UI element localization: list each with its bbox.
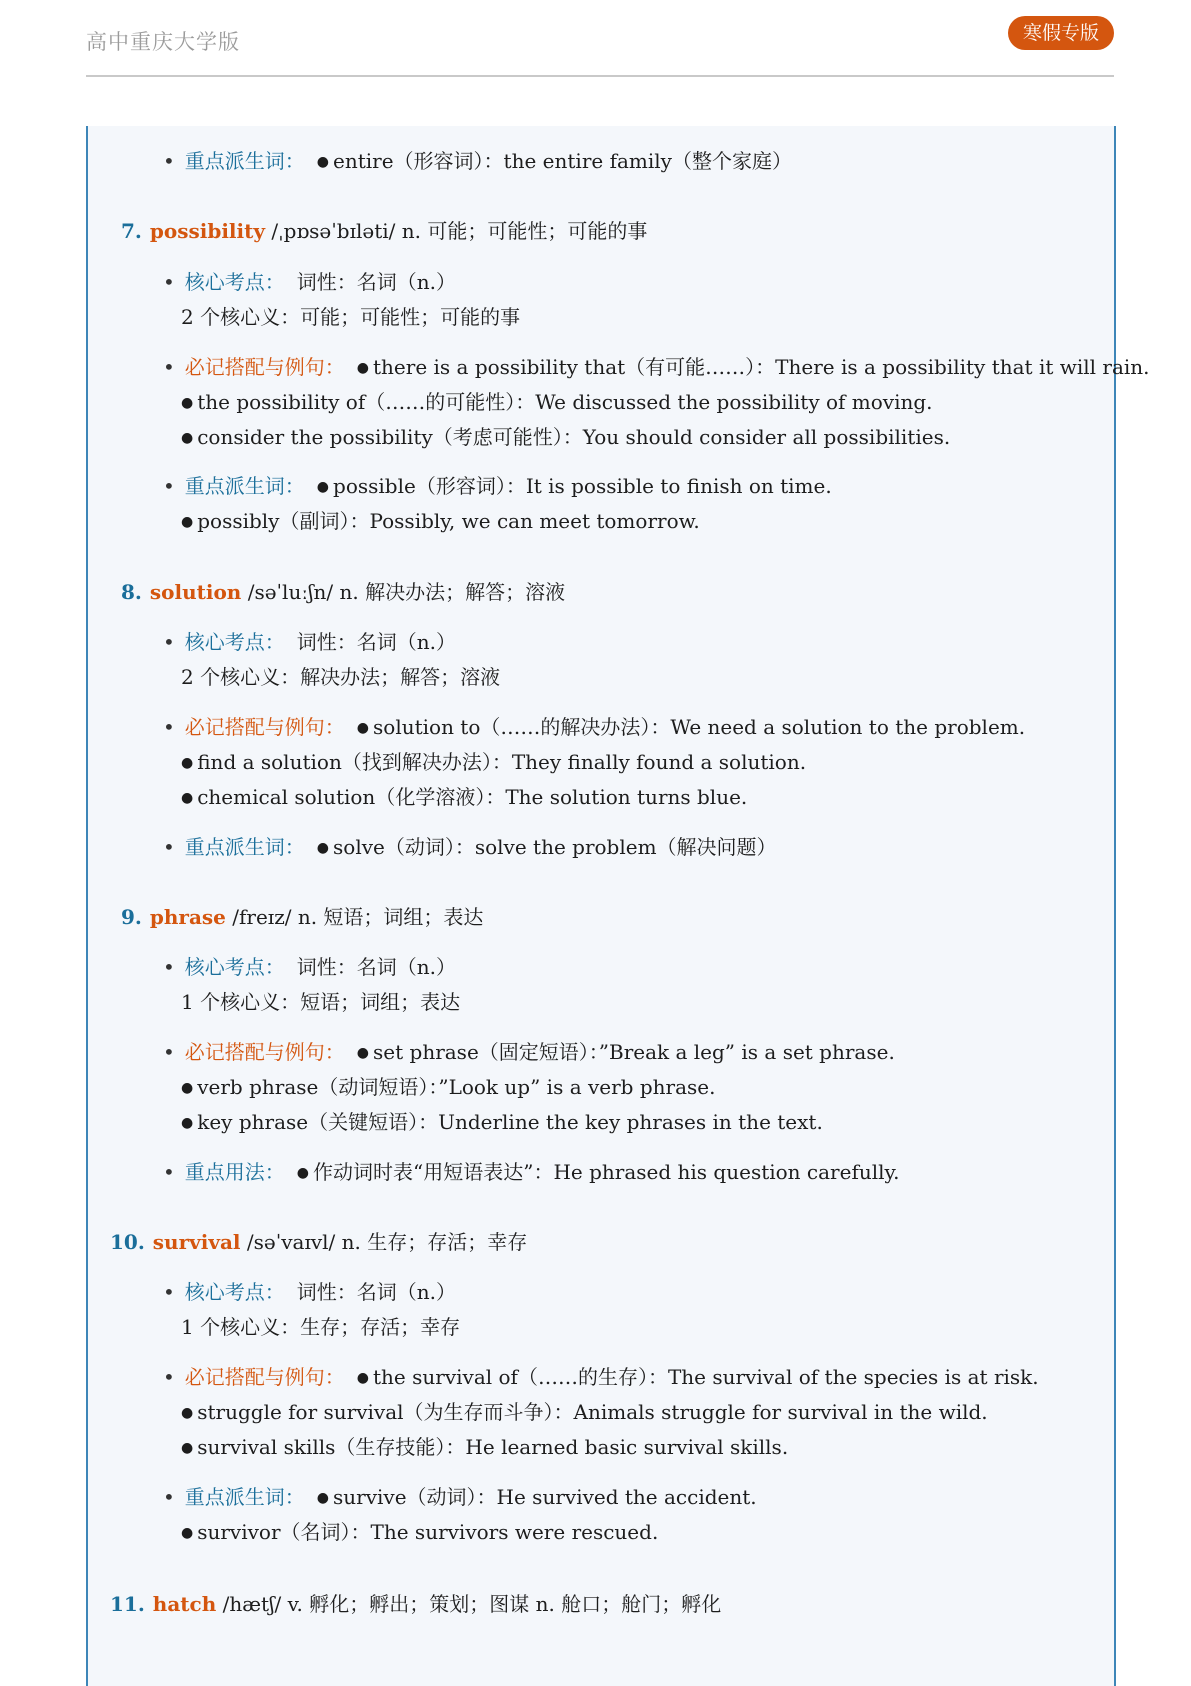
collocation-row xyxy=(163,353,1150,384)
bullet: • xyxy=(163,1040,175,1064)
core-label: 核心考点： xyxy=(184,955,285,979)
headword: hatch xyxy=(152,1592,217,1616)
bullet: • xyxy=(163,149,175,173)
collocation-row xyxy=(163,1038,895,1069)
collocation-text: set phrase（固定短语）：”Break a leg” is a set phrase. xyxy=(373,1040,895,1064)
entry-number: 7. xyxy=(121,219,142,243)
bullet: • xyxy=(163,835,175,859)
core-row xyxy=(163,268,456,296)
dot-icon: ● xyxy=(181,430,194,446)
core-text: 词性：名词（n.） xyxy=(296,1280,457,1304)
collocation-text: chemical solution（化学溶液）：The solution turns blue. xyxy=(197,785,748,809)
headword: phrase xyxy=(149,905,226,929)
dot-icon: ● xyxy=(316,1490,330,1506)
collocation-item xyxy=(181,783,747,814)
collocation-text: verb phrase（动词短语）：”Look up” is a verb phrase. xyxy=(197,1075,716,1099)
edition-badge: 寒假专版 xyxy=(1008,16,1114,50)
dot-icon: ● xyxy=(181,514,194,530)
collocation-item xyxy=(181,748,806,779)
dot-icon: ● xyxy=(356,720,370,736)
collocation-text: solution to（……的解决办法）：We need a solution to the problem. xyxy=(373,715,1026,739)
derivative-label: 重点派生词： xyxy=(184,149,305,173)
dot-icon: ● xyxy=(181,1440,194,1456)
book-title: 高中重庆大学版 xyxy=(86,30,240,54)
entry-heading-11 xyxy=(110,1590,721,1618)
collocation-text: there is a possibility that（有可能……）：There is a possibility that it will rain. xyxy=(373,355,1150,379)
collocation-label: 必记搭配与例句： xyxy=(184,715,345,739)
derivative-text: possibly（副词）：Possibly, we can meet tomorrow. xyxy=(197,509,700,533)
collocation-item xyxy=(181,1108,823,1139)
derivative-row xyxy=(163,1483,757,1514)
collocation-label: 必记搭配与例句： xyxy=(184,1365,345,1389)
headword: solution xyxy=(149,580,242,604)
derivative-item xyxy=(181,507,700,538)
core-label: 核心考点： xyxy=(184,270,285,294)
derivative-row xyxy=(163,147,792,178)
derivative-label: 重点派生词： xyxy=(184,1485,305,1509)
dot-icon: ● xyxy=(356,1045,370,1061)
dot-icon: ● xyxy=(356,360,370,376)
core-meaning: 2 个核心义：可能；可能性；可能的事 xyxy=(181,305,521,329)
dot-icon: ● xyxy=(316,154,330,170)
core-row xyxy=(163,1278,456,1306)
collocation-label: 必记搭配与例句： xyxy=(184,1040,345,1064)
entry-number: 9. xyxy=(121,905,142,929)
derivative-label: 重点派生词： xyxy=(184,835,305,859)
collocation-text: the possibility of（……的可能性）：We discussed the possibility of moving. xyxy=(197,390,933,414)
core-meaning: 2 个核心义：解决办法；解答；溶液 xyxy=(181,665,501,689)
definition: /səˈluːʃn/ n. 解决办法；解答；溶液 xyxy=(241,580,566,604)
core-text: 词性：名词（n.） xyxy=(296,955,457,979)
dot-icon: ● xyxy=(356,1370,370,1386)
collocation-text: key phrase（关键短语）：Underline the key phrases in the text. xyxy=(197,1110,823,1134)
derivative-text: survive（动词）：He survived the accident. xyxy=(333,1485,757,1509)
collocation-text: consider the possibility（考虑可能性）：You should consider all possibilities. xyxy=(197,425,951,449)
entry-heading-9 xyxy=(121,903,483,931)
bullet: • xyxy=(163,1160,175,1184)
entry-number: 11. xyxy=(110,1592,145,1616)
bullet: • xyxy=(163,1365,175,1389)
bullet: • xyxy=(163,1485,175,1509)
bullet: • xyxy=(163,355,175,379)
collocation-item xyxy=(181,1398,988,1429)
usage-row xyxy=(163,1158,900,1189)
collocation-item xyxy=(181,1433,788,1464)
collocation-label: 必记搭配与例句： xyxy=(184,355,345,379)
usage-text: 作动词时表“用短语表达”：He phrased his question carefully. xyxy=(313,1160,900,1184)
dot-icon: ● xyxy=(181,790,194,806)
bullet: • xyxy=(163,1280,175,1304)
definition: /səˈvaɪvl/ n. 生存；存活；幸存 xyxy=(240,1230,528,1254)
dot-icon: ● xyxy=(181,1405,194,1421)
entry-number: 8. xyxy=(121,580,142,604)
derivative-item xyxy=(181,1518,658,1549)
collocation-text: struggle for survival（为生存而斗争）：Animals struggle for survival in the wild. xyxy=(197,1400,988,1424)
entry-number: 10. xyxy=(110,1230,145,1254)
derivative-text: survivor（名词）：The survivors were rescued. xyxy=(197,1520,659,1544)
dot-icon: ● xyxy=(181,1525,194,1541)
bullet: • xyxy=(163,270,175,294)
dot-icon: ● xyxy=(316,840,330,856)
bullet: • xyxy=(163,630,175,654)
derivative-text: entire（形容词）：the entire family（整个家庭） xyxy=(333,149,792,173)
core-meaning: 1 个核心义：生存；存活；幸存 xyxy=(181,1315,461,1339)
dot-icon: ● xyxy=(316,479,330,495)
bullet: • xyxy=(163,474,175,498)
collocation-row xyxy=(163,1363,1039,1394)
derivative-label: 重点派生词： xyxy=(184,474,305,498)
core-text: 词性：名词（n.） xyxy=(296,270,457,294)
collocation-text: survival skills（生存技能）：He learned basic survival skills. xyxy=(197,1435,789,1459)
derivative-text: solve（动词）：solve the problem（解决问题） xyxy=(333,835,777,859)
dot-icon: ● xyxy=(181,755,194,771)
core-row xyxy=(163,628,456,656)
usage-label: 重点用法： xyxy=(184,1160,285,1184)
entry-heading-10 xyxy=(110,1228,527,1256)
collocation-row xyxy=(163,713,1025,744)
bullet: • xyxy=(163,955,175,979)
core-label: 核心考点： xyxy=(184,630,285,654)
bullet: • xyxy=(163,715,175,739)
collocation-item xyxy=(181,423,950,454)
collocation-text: find a solution（找到解决办法）：They finally found a solution. xyxy=(197,750,807,774)
dot-icon: ● xyxy=(181,395,194,411)
derivative-row xyxy=(163,472,832,503)
collocation-item xyxy=(181,1073,715,1104)
headword: survival xyxy=(152,1230,241,1254)
entry-heading-7 xyxy=(121,217,647,245)
definition: /freɪz/ n. 短语；词组；表达 xyxy=(225,905,484,929)
dot-icon: ● xyxy=(181,1080,194,1096)
headword: possibility xyxy=(149,219,265,243)
core-meaning: 1 个核心义：短语；词组；表达 xyxy=(181,990,461,1014)
core-text: 词性：名词（n.） xyxy=(296,630,457,654)
derivative-row xyxy=(163,833,777,864)
definition: /hætʃ/ v. 孵化；孵出；策划；图谋 n. 舱口；舱门；孵化 xyxy=(216,1592,722,1616)
derivative-text: possible（形容词）：It is possible to finish on time. xyxy=(333,474,832,498)
core-row xyxy=(163,953,456,981)
collocation-text: the survival of（……的生存）：The survival of the species is at risk. xyxy=(373,1365,1039,1389)
dot-icon: ● xyxy=(296,1165,310,1181)
dot-icon: ● xyxy=(181,1115,194,1131)
definition: /ˌpɒsəˈbɪləti/ n. 可能；可能性；可能的事 xyxy=(264,219,648,243)
entry-heading-8 xyxy=(121,578,565,606)
collocation-item xyxy=(181,388,933,419)
core-label: 核心考点： xyxy=(184,1280,285,1304)
